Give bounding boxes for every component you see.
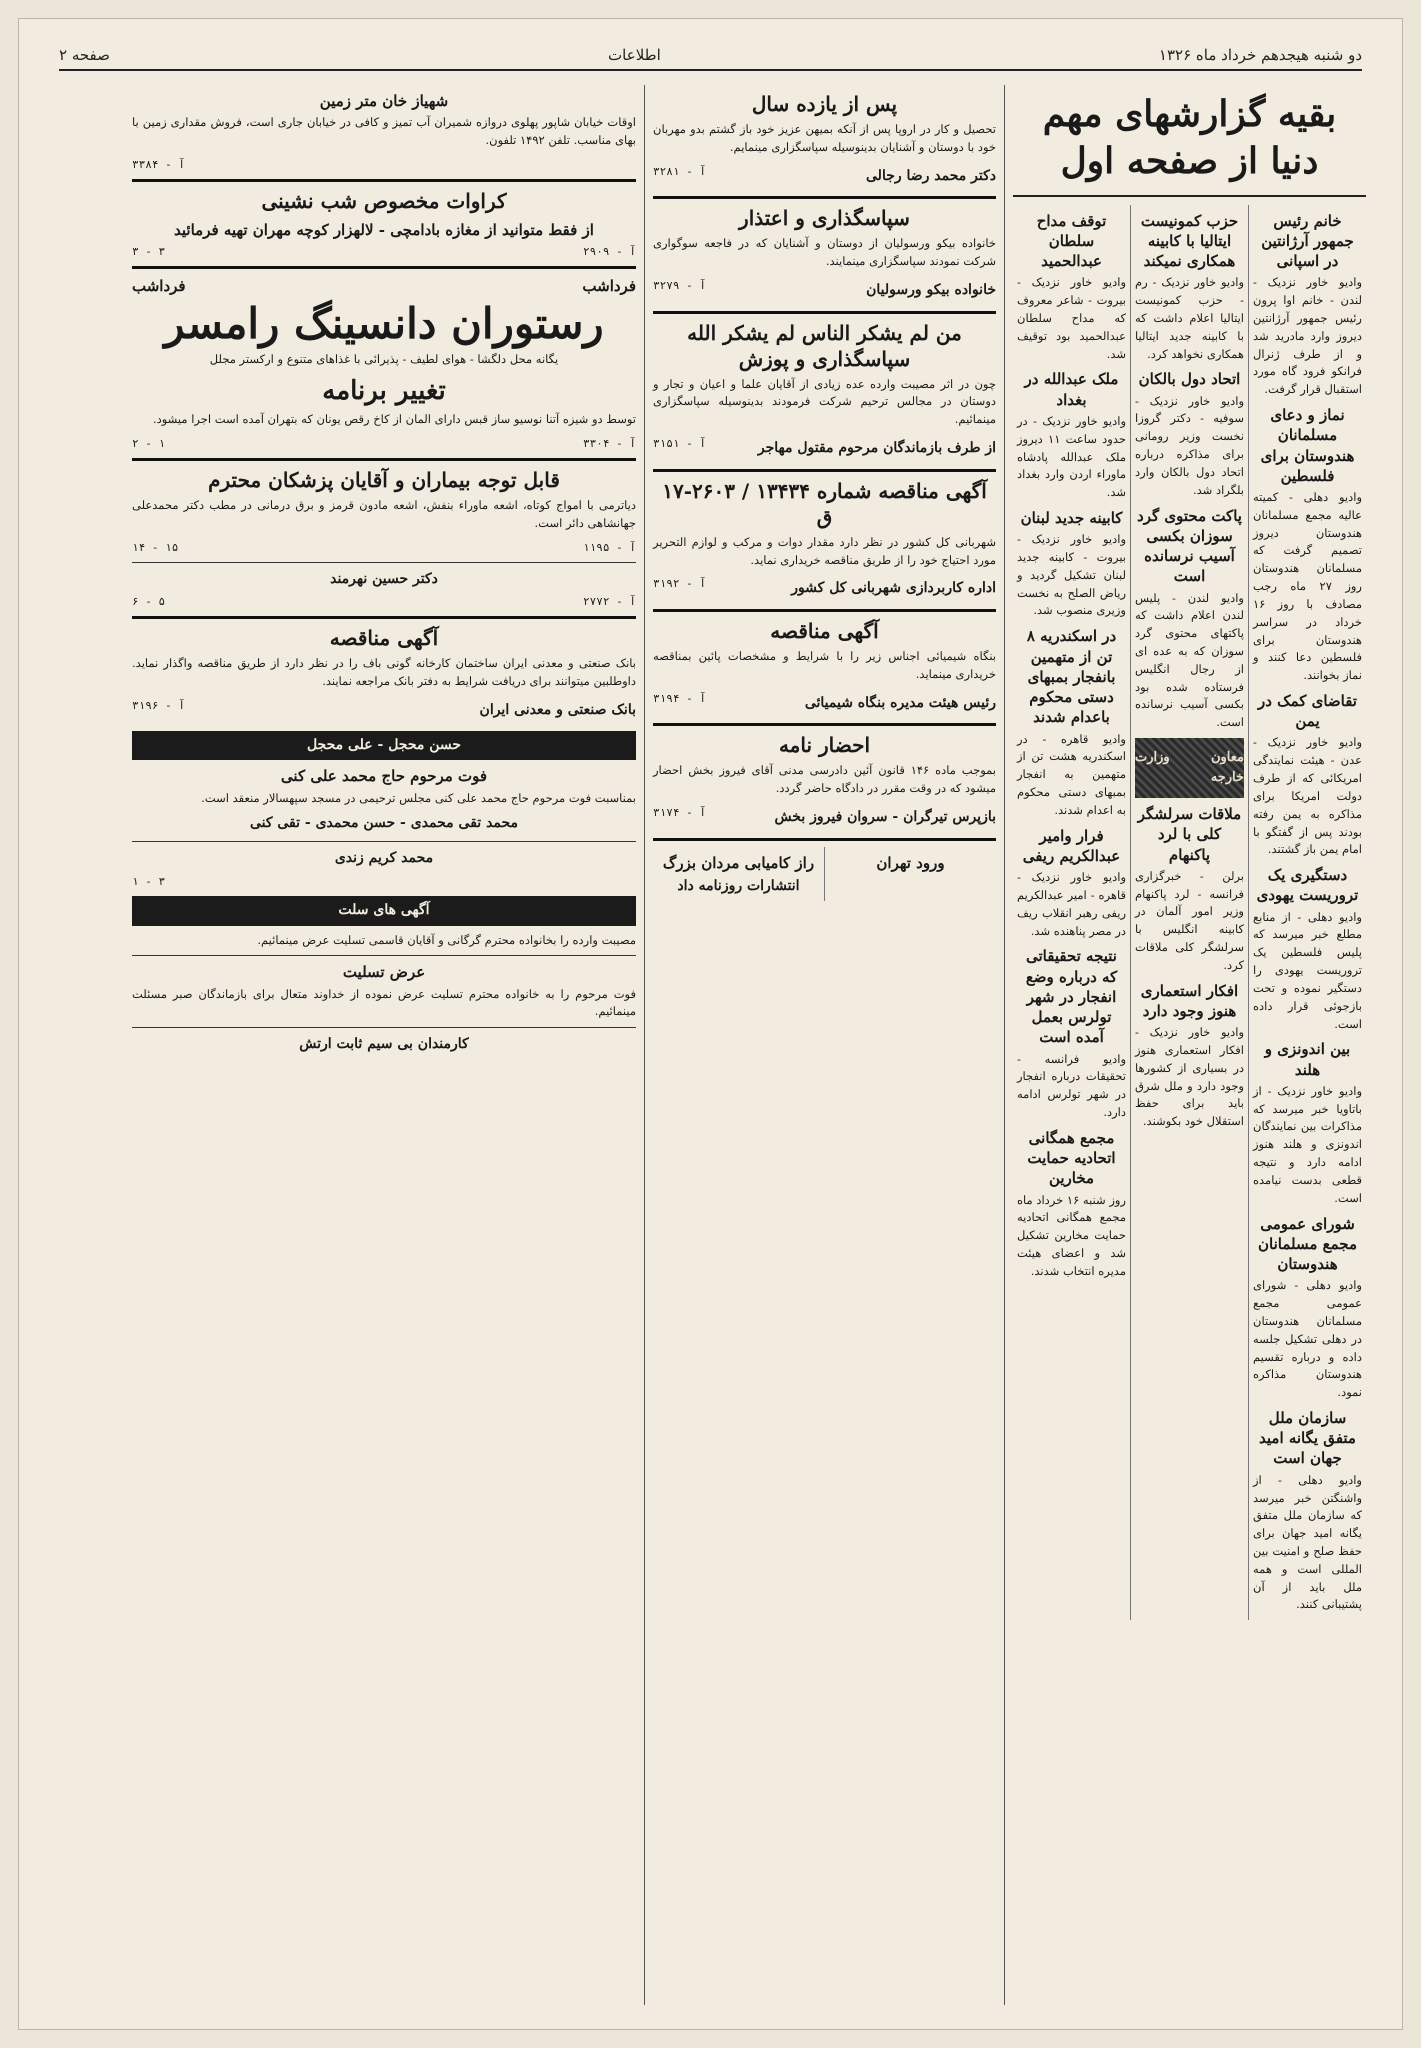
notice-text: خانواده بیکو ورسولیان از دوستان و آشنایان که در فاجعه سوگواری شرکت نمودند سپاسگزاری مینمایند. xyxy=(653,236,996,269)
article-text: وادیو خاور نزدیک - بیروت - شاعر معروف که مداح سلطان عبدالحمید بود توقیف شد. xyxy=(1017,275,1126,361)
ad-code: آ - ۳۱۵۱ xyxy=(653,437,706,451)
divider xyxy=(132,616,636,619)
ad-text: یگانه محل دلگشا - هوای لطیف - پذیرائی با غذاهای متنوع و ارکستر مجلل xyxy=(209,351,559,366)
notice-footer xyxy=(653,277,996,305)
article-title: افکار استعماری هنوز وجود دارد xyxy=(1140,981,1239,1020)
divider xyxy=(132,562,636,563)
ad-code: آ - ۳۱۷۴ xyxy=(653,806,706,819)
ad-codes xyxy=(132,539,636,556)
ad-publisher: انتشارات روزنامه داد xyxy=(677,877,800,894)
divider xyxy=(653,311,996,314)
notice-title: آگهی مناقصه xyxy=(770,619,879,644)
ad-title: راز کامیابی مردان بزرگ xyxy=(662,853,815,872)
doctor-name: دکتر حسین نهرمند xyxy=(330,570,438,587)
article-text: وادیو خاور نزدیک - بیروت - کابینه جدید لبنان تشکیل گردید و ریاض الصلح به نخست وزیری منصوب شد. xyxy=(1017,532,1126,618)
page-header xyxy=(59,41,1362,71)
article-title: حزب کمونیست ایتالیا با کابینه همکاری نمیکند xyxy=(1140,211,1239,271)
ad-label: فرداشب xyxy=(132,277,186,296)
notice-text: بموجب ماده ۱۴۶ قانون آئین دادرسی مدنی آقای فیروز بخش احضار میشود که در وقت مقرر در دادگاه حاضر گردد. xyxy=(653,763,996,796)
article-text: وادیو دهلی - کمیته عالیه مجمع مسلمانان هندوستان دیروز تصمیم گرفت که مسلمانان هندوستان روز ۲۷ ماه رجب مصادف با روز ۱۶ خرداد در سراسر هندوستان برای فلسطین دعا کنند و نماز بخوانند. xyxy=(1253,490,1362,683)
columns xyxy=(47,85,1374,2005)
article-title: توقف مداح سلطان عبدالحمید xyxy=(1036,211,1107,271)
ad-text: از فقط متوانید از مغازه بادامچی - لالهزار کوچه مهران تهیه فرمائید xyxy=(174,220,594,239)
notice-text: تحصیل و کار در اروپا پس از آنکه بمیهن عزیز خود باز گشتم بدو مهربان خود با دوستان و آشنایان بدینوسیله سپاسگزاری مینمایم. xyxy=(653,122,996,154)
article-text: وادیو خاور نزدیک - رم - حزب کمونیست ایتالیا اعلام داشت که با کابینه جدید ایتالیا همکاری نخواهد کرد. xyxy=(1135,275,1244,361)
ad-codes xyxy=(132,435,636,452)
notice-footer xyxy=(653,690,996,718)
ad-code: آ - ۲۹۰۹ xyxy=(583,245,636,259)
article-text: وادیو دهلی - از منابع مطلع خبر میرسد که پلیس فلسطین یک تروریست یهودی را دستگیر نموده و تحت بازجوئی قرار داده است. xyxy=(1253,909,1362,1031)
ad-text: فوت مرحوم را به خانواده محترم تسلیت عرض نموده از خداوند متعال برای بازماندگان صبر مسئلت مینمائیم. xyxy=(132,986,636,1019)
article-text: برلن - خبرگزاری فرانسه - لرد پاکنهام وزیر امور آلمان در کابینه انگلیس با سرلشگر کلی ملاقات کرد. xyxy=(1135,868,1244,972)
notice-signature: دکتر محمد رضا رجالی xyxy=(866,167,996,184)
ad-text: اوقات خیابان شاپور پهلوی دروازه شمیران آب تمیز و کافی در خیابان جاری است، فروش مقداری زمین با بهای مناسب. تلفن ۱۴۹۲ تلفون. xyxy=(132,115,636,148)
ad-title: تغییر برنامه xyxy=(322,375,446,406)
ad-code: آ - ۳۱۹۶ xyxy=(132,698,185,712)
ad-title: ورود تهران xyxy=(876,853,945,872)
ad-code: ۱ - ۲ xyxy=(132,436,166,450)
restaurant-name: رستوران دانسینگ رامسر xyxy=(164,299,604,349)
news-subcol-a xyxy=(1248,205,1366,1621)
photo-caption: معاون وزارت خارجه xyxy=(1135,749,1244,786)
ad-signature: کارمندان بی سیم ثابت ارتش xyxy=(299,1036,469,1053)
article-text: وادیو فرانسه - تحقیقات درباره انفجار در شهر تولرس ادامه دارد. xyxy=(1017,1051,1126,1120)
ad-text: بمناسبت فوت مرحوم حاج محمد علی کنی مجلس ترحیمی در مسجد سپهسالار منعقد است. xyxy=(201,790,636,805)
article-text: وادیو خاور نزدیک - سوفیه - دکتر گروزا نخست وزیر رومانی برای مذاکره درباره اتحاد دول بالکان وارد بلگراد شد. xyxy=(1135,393,1244,497)
article-title: پاکت محتوی گرد سوزان بکسی آسیب نرسانده است xyxy=(1137,506,1242,586)
divider xyxy=(653,838,996,841)
divider xyxy=(653,609,996,612)
article-title: دستگیری یک تروریست یهودی xyxy=(1256,866,1359,905)
notice-signature: بازپرس تیرگران - سروان فیروز بخش xyxy=(774,809,996,825)
article-title: مجمع همگانی اتحادیه حمایت مخارین xyxy=(1027,1128,1116,1188)
notice-text: شهربانی کل کشور در نظر دارد مقدار دوات و مرکب و لوازم التحریر مورد احتیاج خود را از طریق مناقصه خریداری نماید. xyxy=(653,534,996,567)
news-photo xyxy=(1135,738,1244,798)
article-title: نتیجه تحقیقاتی که درباره وضع انفجار در شهر تولرس بعمل آمده است xyxy=(1025,947,1118,1047)
notice-title: آگهی مناقصه شماره ۱۳۴۳۴ / ۲۶۰۳-۱۷ ق xyxy=(662,478,987,529)
article-title: ملاقات سرلشگر کلی با لرد پاکنهام xyxy=(1137,805,1242,864)
restaurant-header xyxy=(132,275,636,298)
header-paper-name: اطلاعات xyxy=(608,46,661,64)
notice-footer xyxy=(653,575,996,603)
ad-signature: بانک صنعتی و معدنی ایران xyxy=(479,701,636,718)
article-title: بین اندونزی و هلند xyxy=(1264,1040,1351,1079)
ad-text: مصیبت وارده را بخانواده محترم گرگانی و آقایان قاسمی تسلیت عرض مینمائیم. xyxy=(257,932,636,947)
bottom-ad xyxy=(824,847,996,901)
ad-code: آ - ۲۷۷۲ xyxy=(583,595,636,609)
notice-title: احضار نامه xyxy=(778,733,871,758)
ad-code: آ - ۳۳۰۴ xyxy=(583,436,636,450)
bottom-ad xyxy=(653,847,824,901)
ad-code: ۳ - ۳ xyxy=(132,245,166,259)
ads-column xyxy=(124,85,644,2005)
article-text: وادیو قاهره - در اسکندریه هشت تن از متهمین به انفجار بمبهای دستی محکوم به اعدام شدند. xyxy=(1017,731,1126,817)
article-text: وادیو خاور نزدیک - افکار استعماری هنوز در بسیاری از کشورها وجود دارد و ملل شرق باید برای حفظ استقلال خود بکوشند. xyxy=(1135,1025,1244,1129)
article-title: تقاضای کمک در یمن xyxy=(1258,691,1357,731)
notice-text: بنگاه شیمیائی اجناس زیر را با شرایط و مشخصات پائین بمناقصه خریداری مینماید. xyxy=(653,649,996,681)
notice-signature: از طرف بازماندگان مرحوم مقتول مهاجر xyxy=(757,440,996,457)
article-title: سازمان ملل متفق یگانه امید جهان است xyxy=(1259,1408,1356,1468)
newspaper-page xyxy=(18,18,1403,2030)
ad-signature: محمد کریم زندی xyxy=(334,850,434,867)
ad-codes xyxy=(132,593,636,610)
news-subcol-c xyxy=(1013,205,1130,1621)
ad-codes xyxy=(132,243,636,260)
ad-code: آ - ۳۱۹۲ xyxy=(653,577,706,591)
divider xyxy=(132,179,636,182)
notices-column xyxy=(644,85,1004,2005)
article-title: شورای عمومی مجمع مسلمانان هندوستان xyxy=(1258,1214,1357,1274)
divider xyxy=(132,458,636,461)
ad-text: دیاترمی با امواج کوتاه، اشعه ماوراء بنفش، اشعه مادون قرمز و برق درمانی در مطب دکتر محمدعلی جهانشاهی دائر است. xyxy=(132,497,636,530)
article-text: وادیو خاور نزدیک - از باتاویا خبر میرسد که مذاکرات بین نمایندگان اندونزی و هلند هنوز ادامه دارد و نتیجه قطعی بدست نیامده است. xyxy=(1253,1083,1362,1205)
article-title: نماز و دعای مسلمانان هندوستان برای فلسطین xyxy=(1260,406,1355,485)
notice-signature: رئیس هیئت مدیره بنگاه شیمیائی xyxy=(804,694,996,711)
divider xyxy=(653,469,996,472)
article-text: وادیو لندن - پلیس لندن اعلام داشت که پاکتهای محتوی گرد سوزان که به عده ای از رجال انگلیس فرستاده شده بود بکسی آسیب نرسانده است. xyxy=(1135,590,1244,730)
article-title: ملک عبدالله در بغداد xyxy=(1024,370,1119,409)
divider xyxy=(132,841,636,842)
article-title: کابینه جدید لبنان xyxy=(1020,508,1123,527)
article-text: وادیو خاور نزدیک - عدن - هیئت نمایندگی امریکائی که از طرف دولت امریکا برای مذاکره به یمن رفته بودند پس از گفتگو با امام یمن باز گشتند. xyxy=(1253,735,1362,857)
ad-code: آ - ۳۳۸۴ xyxy=(132,157,185,171)
divider xyxy=(653,196,996,199)
notice-title: من لم یشکر الناس لم یشکر الله سپاسگذاری و پوزش xyxy=(687,320,962,371)
news-subcolumns xyxy=(1013,205,1366,1621)
header-date: دو شنبه هیجدهم خرداد ماه ۱۳۲۶ xyxy=(1158,46,1362,64)
notice-footer xyxy=(653,804,996,832)
ad-code: ۵ - ۶ xyxy=(132,595,166,609)
ad-title: فوت مرحوم حاج محمد علی کنی xyxy=(280,767,488,786)
ad-code: آ - ۳۲۷۹ xyxy=(653,278,706,292)
main-headline: بقیه گزارشهای مهم دنیا از صفحه اول xyxy=(1013,85,1366,197)
notice-title: پس از یازده سال xyxy=(751,92,898,116)
ad-label: فرداشب xyxy=(582,277,636,296)
article-title: اتحاد دول بالکان xyxy=(1138,370,1241,389)
article-text: وادیو خاور نزدیک - لندن - خانم اوا پرون رئیس جمهور آرژانتین دیروز وارد مادرید شد و از طرف ژنرال فرانکو فرود گاه مورد استقبال قرار گرفت. xyxy=(1253,275,1362,397)
ad-code: آ - ۳۱۹۴ xyxy=(653,691,706,705)
ad-code: ۳ - ۱ xyxy=(132,874,166,888)
article-text: وادیو خاور نزدیک - قاهره - امیر عبدالکریم ریفی رهبر انقلاب ریف در مصر پناهنده شد. xyxy=(1017,870,1126,938)
article-text: وادیو دهلی - شورای عمومی مجمع مسلمانان هندوستان در دهلی تشکیل جلسه داده و درباره تقسیم هندوستان مذاکره نمود. xyxy=(1253,1278,1362,1400)
news-subcol-b xyxy=(1130,205,1248,1621)
divider xyxy=(132,1027,636,1028)
notice-signature: خانواده بیکو ورسولیان xyxy=(866,281,996,298)
ad-title: کراوات مخصوص شب نشینی xyxy=(261,188,507,213)
divider xyxy=(132,266,636,269)
notice-text: چون در اثر مصیبت وارده عده زیادی از آقایان علما و اعیان و تجار و دوستان در مجالس ترحیم شرکت فرمودند بدینوسیله سپاسگزاری مینمائیم. xyxy=(653,376,996,427)
notice-footer xyxy=(653,435,996,463)
ad-code: آ - ۱۱۹۵ xyxy=(583,540,636,554)
notice-signature: اداره کاربردازی شهربانی کل کشور xyxy=(791,580,996,597)
article-title: در اسکندریه ۸ تن از متهمین بانفجار بمبهای دستی محکوم باعدام شدند xyxy=(1026,627,1117,727)
article-text: وادیو دهلی - از واشنگتن خبر میرسد که سازمان ملل متفق یگانه امید جهان برای حفظ صلح و امنیت بین المللی است و همه ملل باید از آن پشتیبانی کنند. xyxy=(1253,1472,1362,1612)
divider xyxy=(653,723,996,726)
ad-text: بانک صنعتی و معدنی ایران ساختمان کارخانه گونی باف را در نظر دارد از طریق مناقصه واگذار نماید. داوطلبین میتوانند برای دریافت شرایط به دفتر بانک مراجعه نمایند. xyxy=(132,656,636,689)
ad-text: توسط دو شیزه آتنا نوسیو ساز قبس دارای المان از کاخ رقص یونان که بتهران آمده است اجرا میشود. xyxy=(152,412,636,427)
article-text: وادیو خاور نزدیک - در حدود ساعت ۱۱ دیروز ملک عبدالله پادشاه ماوراء اردن وارد بغداد شد. xyxy=(1017,413,1126,500)
ad-signature: محمد تقی محمدی - حسن محمدی - تقی کنی xyxy=(249,815,519,832)
banner-text: آگهی های سلت xyxy=(338,901,430,918)
ad-title: قابل توجه بیماران و آقایان پزشکان محترم xyxy=(208,467,560,492)
ad-code: آ - ۳۲۸۱ xyxy=(653,164,706,178)
notice-footer xyxy=(653,163,996,191)
banner-text: حسن محجل - علی محجل xyxy=(306,736,462,753)
article-text: روز شنبه ۱۶ خرداد ماه مجمع همگانی اتحادیه حمایت مخارین تشکیل شد و اعضای هیئت مدیره انتخاب شدند. xyxy=(1017,1192,1126,1278)
black-banner xyxy=(132,731,636,761)
black-banner xyxy=(132,896,636,926)
ad-footer xyxy=(132,697,636,725)
article-title: خانم رئیس جمهور آرژانتین در اسپانی xyxy=(1261,211,1354,271)
ad-title: شهیاز خان متر زمین xyxy=(319,92,449,110)
header-page-number: صفحه ۲ xyxy=(59,46,110,64)
ad-code: ۱۵ - ۱۴ xyxy=(132,540,179,554)
ad-title: عرض تسلیت xyxy=(342,963,426,982)
divider xyxy=(132,955,636,956)
news-column xyxy=(1004,85,1374,2005)
bottom-ads xyxy=(653,847,996,901)
article-title: فرار وامیر عبدالکریم ریفی xyxy=(1022,826,1121,865)
ad-title: آگهی مناقصه xyxy=(329,626,439,651)
notice-title: سپاسگذاری و اعتذار xyxy=(739,206,910,231)
